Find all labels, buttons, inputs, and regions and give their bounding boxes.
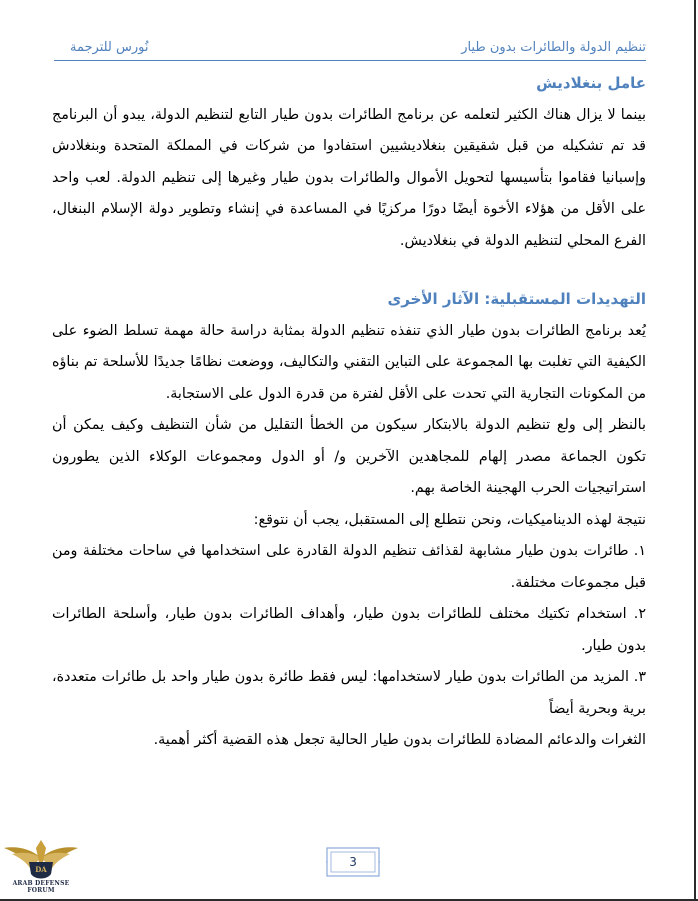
section-paragraph: الثغرات والدعائم المضادة للطائرات بدون طيار الحالية تجعل هذه القضية أكثر أهمية. (153, 732, 646, 748)
page-number: 3 (349, 855, 357, 869)
page-header (70, 34, 646, 60)
section-paragraph: يُعد برنامج الطائرات بدون طيار الذي تنفذه تنظيم الدولة بمثابة دراسة حالة مهمة تسلط الضوء على الكيفية التي تغلبت بها المجموعة على التباين التقني والتكاليف، ووضعت نظامًا جديدًا للأسلحة تم بناؤه من المكونات التجارية التي تحدت على الأقل لفترة من قدرة الدول على الاستجابة. (52, 322, 646, 402)
section-heading-bangladesh: عامل بنغلاديش (536, 74, 646, 92)
header-divider (54, 60, 646, 61)
svg-text:DA: DA (35, 865, 47, 874)
list-item: ٢. استخدام تكتيك مختلف للطائرات بدون طيار، وأهداف الطائرات بدون طيار، وأسلحة الطائرات بدون طيار. (52, 606, 646, 654)
section-paragraph: نتيجة لهذه الديناميكيات، ونحن نتطلع إلى المستقبل، يجب أن نتوقع: (253, 511, 646, 528)
section-spacer (52, 257, 646, 284)
section-heading-future-threats: التهديدات المستقبلية: الآثار الأخرى (387, 290, 646, 308)
header-title: تنظيم الدولة والطائرات بدون طيار (461, 39, 646, 55)
page-frame-right (694, 0, 696, 901)
section-paragraph: بينما لا يزال هناك الكثير لتعلمه عن برنامج الطائرات بدون طيار التابع لتنظيم الدولة، يبدو أن البرنامج قد تم تشكيله من قبل شقيقين بنغلاديشيين استفادوا من شركات في المملكة المتحدة وبنغلادش وإسبانيا فقاموا بتأسيسها لتحويل الأموال والطائرات بدون طيار وغيرها إلى تنظيم الدولة. لعب واحد على الأقل من هؤلاء الأخوة أيضًا دورًا مركزيًا في المساعدة في إنشاء وتطوير دولة الإسلام البنغال، الفرع المحلي لتنظيم الدولة في بنغلاديش. (52, 106, 646, 249)
list-item: ٣. المزيد من الطائرات بدون طيار لاستخدامها: ليس فقط طائرة بدون طيار واحد بل طائرات متعددة، برية وبحرية أيضاً (52, 669, 646, 717)
document-body (52, 68, 646, 757)
section-paragraph: بالنظر إلى ولع تنظيم الدولة بالابتكار سيكون من الخطأ التقليل من شأن التنظيف وكيف يمكن أن تكون الجماعة مصدر إلهام للمجاهدين الآخرين و/ أو الدول ومجموعات الوكلاء الذين يطورون استراتيجيات الحرب الهجينة الخاصة بهم. (52, 417, 646, 496)
header-series-name: نُورس للترجمة (70, 39, 149, 55)
page-number-box (326, 847, 380, 877)
list-item: ١. طائرات بدون طيار مشابهة لقذائف تنظيم الدولة القادرة على استخدامها في ساحات مختلفة ومن قبل مجموعات مختلفة. (52, 543, 646, 591)
logo-text: ARAB DEFENSE FORUM (12, 880, 70, 894)
